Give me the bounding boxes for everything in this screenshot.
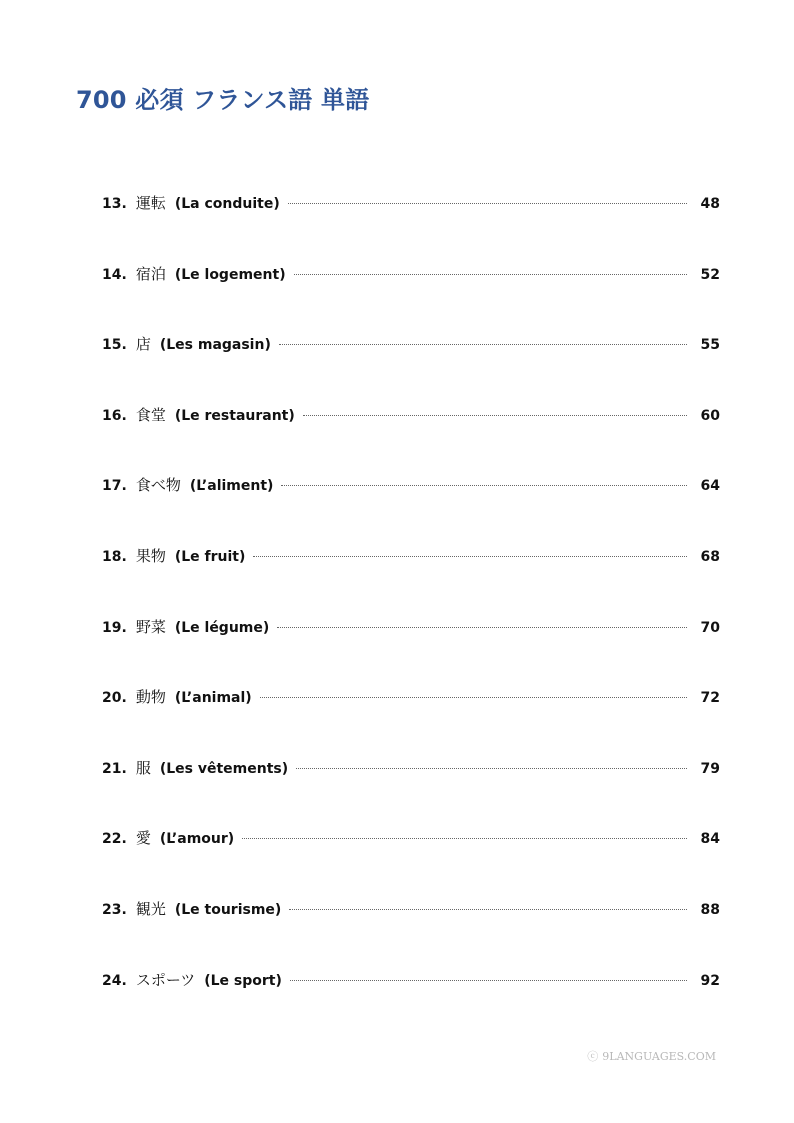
toc-entry[interactable]: [102, 892, 720, 963]
toc-entry-number: 19.: [102, 619, 127, 636]
toc-entry-page: 79: [700, 760, 720, 777]
toc-entry[interactable]: [102, 680, 720, 751]
dot-leader: [303, 415, 687, 416]
toc-entry[interactable]: [102, 398, 720, 469]
toc-entry-number: 13.: [102, 196, 127, 212]
toc-entry-french: (L’amour): [159, 831, 235, 848]
toc-entry[interactable]: [102, 751, 720, 822]
toc-entry-page: 84: [700, 831, 720, 848]
toc-entry-french: (La conduite): [174, 196, 280, 212]
toc-entry-japanese: スポーツ: [135, 970, 196, 989]
dot-leader: [242, 838, 686, 839]
toc-entry[interactable]: [102, 257, 720, 328]
dot-leader: [288, 203, 687, 204]
toc-entry-page: 52: [700, 266, 720, 283]
dot-leader: [277, 627, 686, 628]
toc-entry-page: 68: [700, 548, 720, 565]
toc-entry-japanese: 店: [135, 335, 151, 354]
toc-entry-japanese: 動物: [135, 688, 166, 707]
toc-entry-page: 88: [700, 901, 720, 918]
toc-entry-japanese: 食堂: [135, 405, 166, 424]
toc-entry-number: 24.: [102, 972, 127, 989]
toc-entry-japanese: 運転: [135, 194, 166, 212]
toc-entry-number: 21.: [102, 760, 127, 777]
toc-entry-page: 48: [700, 196, 720, 212]
dot-leader: [294, 274, 687, 275]
toc-entry-french: (Les vêtements): [159, 760, 289, 777]
dot-leader: [281, 485, 686, 486]
toc-entry-number: 22.: [102, 831, 127, 848]
dot-leader: [253, 556, 686, 557]
toc-entry-page: 60: [700, 407, 720, 424]
page-title: 700 必須 フランス語 単語: [76, 86, 370, 114]
toc-entry-number: 16.: [102, 407, 127, 424]
toc-entry-number: 18.: [102, 548, 127, 565]
toc-entry-french: (L’aliment): [189, 478, 274, 495]
toc-entry-number: 15.: [102, 337, 127, 354]
footer-site: 9LANGUAGES.COM: [602, 1050, 716, 1063]
toc-entry-japanese: 服: [135, 758, 151, 777]
toc-entry[interactable]: [102, 186, 720, 257]
toc-entry[interactable]: [102, 327, 720, 398]
toc-entry-french: (Le tourisme): [174, 901, 282, 918]
dot-leader: [290, 980, 687, 981]
toc-entry-french: (Le restaurant): [174, 407, 295, 424]
toc-entry-french: (Le sport): [204, 972, 282, 989]
toc-entry[interactable]: [102, 539, 720, 610]
toc-entry-number: 23.: [102, 901, 127, 918]
toc-entry-french: (Les magasin): [159, 337, 271, 354]
dot-leader: [289, 909, 686, 910]
toc-entry-french: (Le fruit): [174, 548, 246, 565]
toc-entry[interactable]: [102, 610, 720, 681]
toc-entry-number: 14.: [102, 266, 127, 283]
toc-entry-japanese: 果物: [135, 546, 166, 565]
toc-entry[interactable]: [102, 468, 720, 539]
dot-leader: [296, 768, 686, 769]
toc-entry-page: 64: [700, 478, 720, 495]
copyright-icon: ⓒ: [587, 1050, 599, 1063]
toc-entry-japanese: 食べ物: [135, 476, 181, 495]
toc-entry-french: (Le légume): [174, 619, 270, 636]
toc-entry-japanese: 野菜: [135, 617, 166, 636]
toc-entry-japanese: 愛: [135, 829, 151, 848]
toc-entry-page: 92: [700, 972, 720, 989]
dot-leader: [279, 344, 687, 345]
table-of-contents: [102, 186, 720, 1033]
toc-entry-french: (L’animal): [174, 690, 252, 707]
dot-leader: [260, 697, 687, 698]
toc-entry[interactable]: [102, 821, 720, 892]
toc-entry-japanese: 宿泊: [135, 264, 166, 283]
toc-entry-page: 70: [700, 619, 720, 636]
toc-entry-number: 20.: [102, 690, 127, 707]
toc-entry-page: 55: [700, 337, 720, 354]
toc-entry-page: 72: [700, 690, 720, 707]
toc-entry[interactable]: [102, 963, 720, 1034]
toc-entry-japanese: 観光: [135, 899, 166, 918]
copyright-footer: [587, 1048, 716, 1064]
toc-entry-french: (Le logement): [174, 266, 286, 283]
toc-entry-number: 17.: [102, 478, 127, 495]
